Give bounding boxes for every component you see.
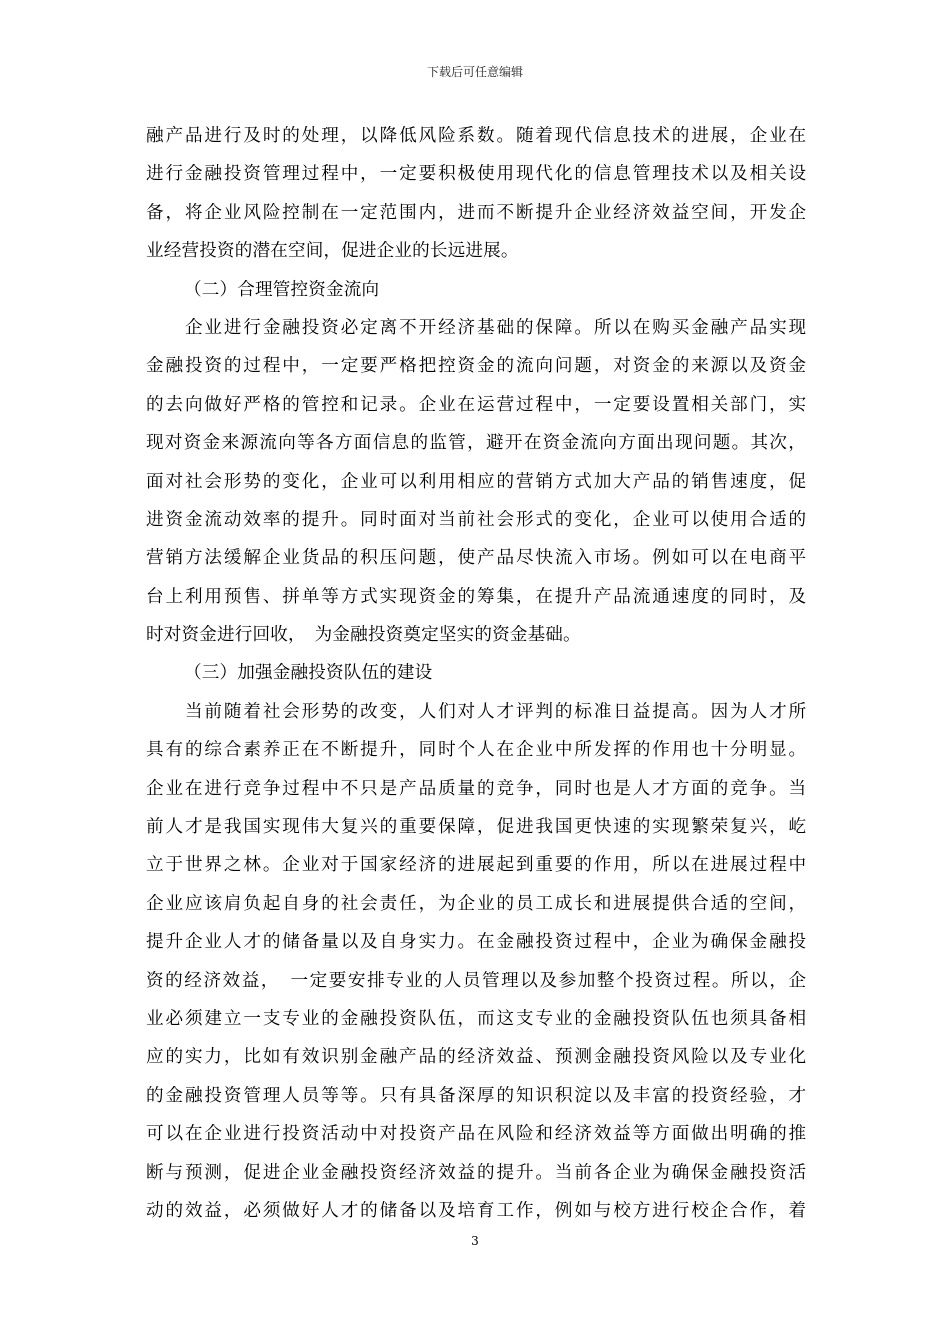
text-line: 动的效益，必须做好人才的储备以及培育工作，例如与校方进行校企合作，着: [146, 1200, 809, 1221]
text-line: 具有的综合素养正在不断提升，同时个人在企业中所发挥的作用也十分明显。: [146, 740, 809, 761]
text-line: 企业进行金融投资必定离不开经济基础的保障。所以在购买金融产品实现: [146, 317, 809, 338]
page-header: 下载后可任意编辑: [426, 65, 523, 79]
text-line: 业必须建立一支专业的金融投资队伍，而这支专业的金融投资队伍也须具备相: [146, 1008, 809, 1029]
text-line: 当前随着社会形势的改变，人们对人才评判的标准日益提高。因为人才所: [146, 701, 809, 722]
text-line: 资的经济效益， 一定要安排专业的人员管理以及参加整个投资过程。所以，企: [146, 970, 808, 991]
text-line: 融产品进行及时的处理，以降低风险系数。随着现代信息技术的进展，企业在: [146, 126, 809, 146]
text-line: 进资金流动效率的提升。同时面对当前社会形式的变化，企业可以使用合适的: [146, 509, 809, 530]
text-line: 金融投资的过程中，一定要严格把控资金的流向问题，对资金的来源以及资金: [146, 356, 809, 377]
section-heading: （三）加强金融投资队伍的建设: [184, 663, 433, 684]
body-text: [146, 117, 809, 1230]
text-line: 的金融投资管理人员等等。只有具备深厚的知识积淀以及丰富的投资经验，才: [146, 1085, 809, 1106]
text-line: 现对资金来源流向等各方面信息的监管，避开在资金流向方面出现问题。其次，: [146, 433, 808, 454]
text-line: 面对社会形势的变化，企业可以利用相应的营销方式加大产品的销售速度，促: [146, 471, 809, 492]
text-line: 企业应该肩负起自身的社会责任，为企业的员工成长和进展提供合适的空间，: [146, 893, 809, 914]
text-line: 断与预测，促进企业金融投资经济效益的提升。当前各企业为确保金融投资活: [146, 1162, 809, 1183]
text-line: 应的实力，比如有效识别金融产品的经济效益、预测金融投资风险以及专业化: [146, 1047, 809, 1068]
section-heading: （二）合理管控资金流向: [184, 279, 380, 300]
text-line: 提升企业人才的储备量以及自身实力。在金融投资过程中，企业为确保金融投: [146, 932, 809, 953]
text-line: 前人才是我国实现伟大复兴的重要保障，促进我国更快速的实现繁荣复兴，屹: [146, 817, 809, 838]
text-line: 台上利用预售、拼单等方式实现资金的筹集，在提升产品流通速度的同时，及: [146, 586, 809, 607]
text-line: 备，将企业风险控制在一定范围内，进而不断提升企业经济效益空间，开发企: [146, 202, 809, 223]
text-line: 时对资金进行回收， 为金融投资奠定坚实的资金基础。: [146, 625, 581, 646]
text-line: 的去向做好严格的管控和记录。企业在运营过程中，一定要设置相关部门，实: [146, 394, 809, 415]
text-line: 业经营投资的潜在空间，促进企业的长远进展。: [146, 241, 519, 262]
text-line: 立于世界之林。企业对于国家经济的进展起到重要的作用，所以在进展过程中: [146, 855, 809, 876]
text-line: 进行金融投资管理过程中，一定要积极使用现代化的信息管理技术以及相关设: [146, 164, 809, 185]
text-line: 可以在企业进行投资活动中对投资产品在风险和经济效益等方面做出明确的推: [146, 1124, 809, 1145]
page-number: 3: [471, 1234, 479, 1248]
text-line: 企业在进行竞争过程中不只是产品质量的竞争，同时也是人才方面的竞争。当: [146, 778, 809, 799]
text-line: 营销方法缓解企业货品的积压问题，使产品尽快流入市场。例如可以在电商平: [146, 548, 809, 569]
